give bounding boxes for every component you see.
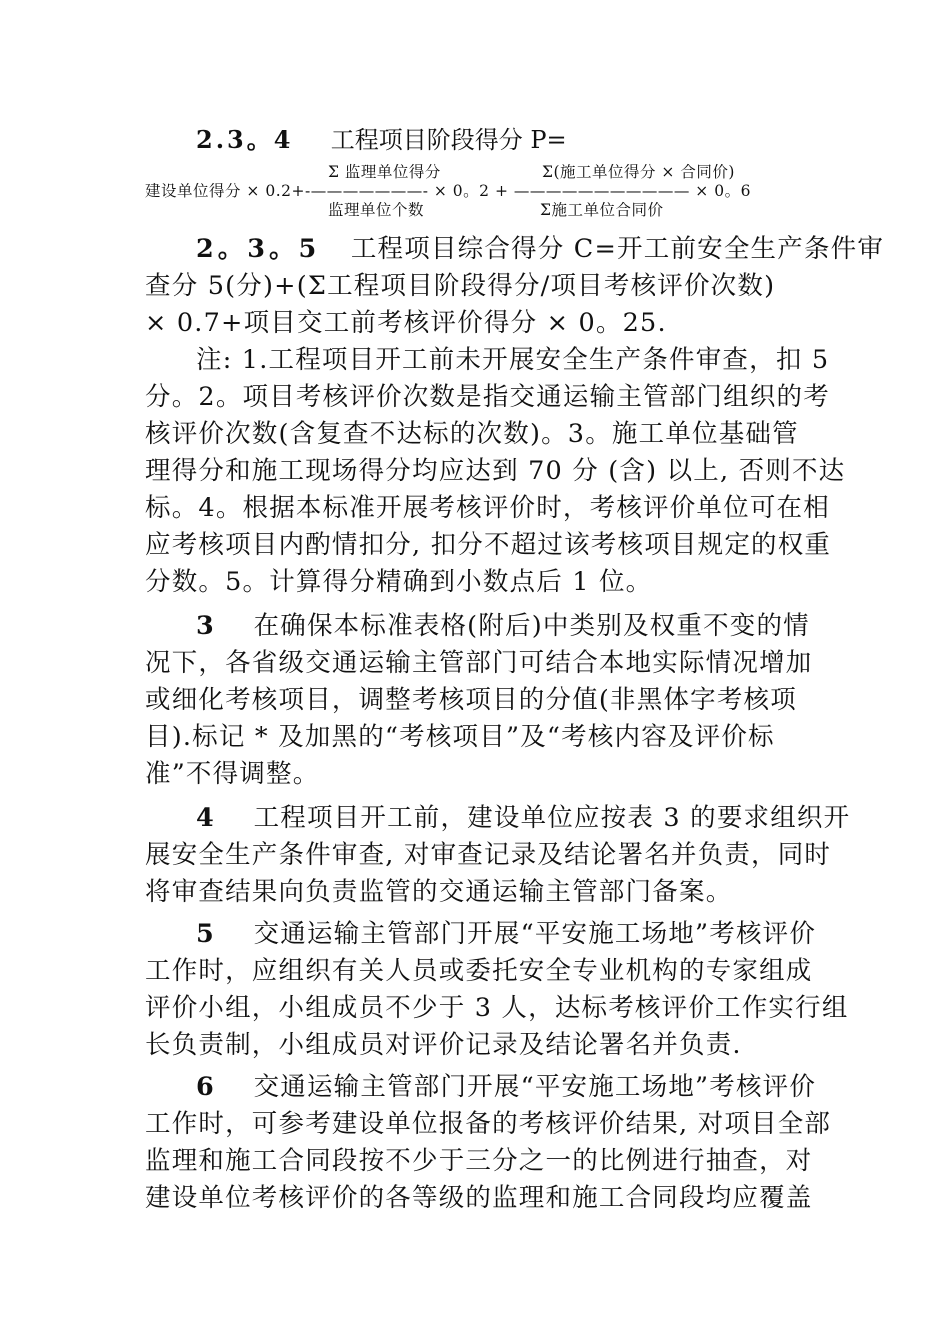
section-3-line-3: 或细化考核项目，调整考核项目的分值(非黑体字考核项 xyxy=(145,685,797,715)
formula-numerator-1: Σ 监理单位得分 xyxy=(328,163,441,181)
paragraph-number: 2。3。5 xyxy=(196,234,321,264)
paragraph-2-3-5-line-2: 查分 5(分)+(Σ工程项目阶段得分/项目考核评价次数) xyxy=(145,271,776,301)
section-text: 交通运输主管部门开展“平安施工场地”考核评价 xyxy=(253,919,817,949)
section-5-line-2: 工作时，应组织有关人员或委托安全专业机构的专家组成 xyxy=(145,956,813,986)
section-4-line-2: 展安全生产条件审查, 对审查记录及结论署名并负责，同时 xyxy=(145,840,832,870)
section-5-line-3: 评价小组，小组成员不少于 3 人，达标考核评价工作实行组 xyxy=(145,993,849,1023)
note-line-2: 分。2。项目考核评价次数是指交通运输主管部门组织的考 xyxy=(145,382,830,412)
section-text: 交通运输主管部门开展“平安施工场地”考核评价 xyxy=(253,1072,817,1102)
heading-title: 工程项目阶段得分 P= xyxy=(330,126,567,154)
formula-main-line: 建设单位得分 × 0.2+-———————- × 0。2 + ——————————— × 0。6 xyxy=(145,182,751,200)
paragraph-text: 工程项目综合得分 C=开工前安全生产条件审 xyxy=(350,234,885,264)
section-3-line-1 xyxy=(196,609,810,643)
section-3-line-5: 准”不得调整。 xyxy=(145,759,320,789)
section-number: 4 xyxy=(196,803,215,833)
section-6-line-4: 建设单位考核评价的各等级的监理和施工合同段均应覆盖 xyxy=(145,1183,813,1213)
note-line-6: 应考核项目内酌情扣分, 扣分不超过该考核项目规定的权重 xyxy=(145,530,832,560)
section-text: 在确保本标准表格(附后)中类别及权重不变的情 xyxy=(253,611,810,641)
section-3-line-2: 况下，各省级交通运输主管部门可结合本地实际情况增加 xyxy=(145,648,813,678)
formula-denominator-1: 监理单位个数 xyxy=(328,201,425,219)
section-3-line-4: 目).标记 * 及加黑的“考核项目”及“考核内容及评价标 xyxy=(145,722,775,752)
formula-denominator-2: Σ施工单位合同价 xyxy=(540,201,664,219)
section-6-line-3: 监理和施工合同段按不少于三分之一的比例进行抽查，对 xyxy=(145,1146,813,1176)
section-4-line-3: 将审查结果向负责监管的交通运输主管部门备案。 xyxy=(145,877,733,907)
heading-number: 2.3。4 xyxy=(196,125,294,154)
section-6-line-1 xyxy=(196,1070,817,1104)
note-line-7: 分数。5。计算得分精确到小数点后 1 位。 xyxy=(145,567,653,597)
formula-numerator-2: Σ(施工单位得分 × 合同价) xyxy=(542,163,735,181)
note-line-1: 注: 1.工程项目开工前未开展安全生产条件审查，扣 5 xyxy=(196,345,830,375)
note-line-3: 核评价次数(含复查不达标的次数)。3。施工单位基础管 xyxy=(145,419,799,449)
paragraph-2-3-5-line-3: × 0.7+项目交工前考核评价得分 × 0。25. xyxy=(145,308,667,338)
section-4-line-1 xyxy=(196,801,851,835)
section-number: 6 xyxy=(196,1072,215,1102)
paragraph-2-3-5-line-1 xyxy=(196,232,885,266)
section-6-line-2: 工作时，可参考建设单位报备的考核评价结果, 对项目全部 xyxy=(145,1109,832,1139)
section-number: 5 xyxy=(196,919,215,949)
section-5-line-4: 长负责制，小组成员对评价记录及结论署名并负责. xyxy=(145,1030,742,1060)
section-text: 工程项目开工前，建设单位应按表 3 的要求组织开 xyxy=(253,803,851,833)
section-number: 3 xyxy=(196,611,215,641)
section-5-line-1 xyxy=(196,917,817,951)
heading-2-3-4 xyxy=(196,125,567,155)
note-line-4: 理得分和施工现场得分均应达到 70 分 (含) 以上, 否则不达 xyxy=(145,456,846,486)
note-line-5: 标。4。根据本标准开展考核评价时，考核评价单位可在相 xyxy=(145,493,830,523)
